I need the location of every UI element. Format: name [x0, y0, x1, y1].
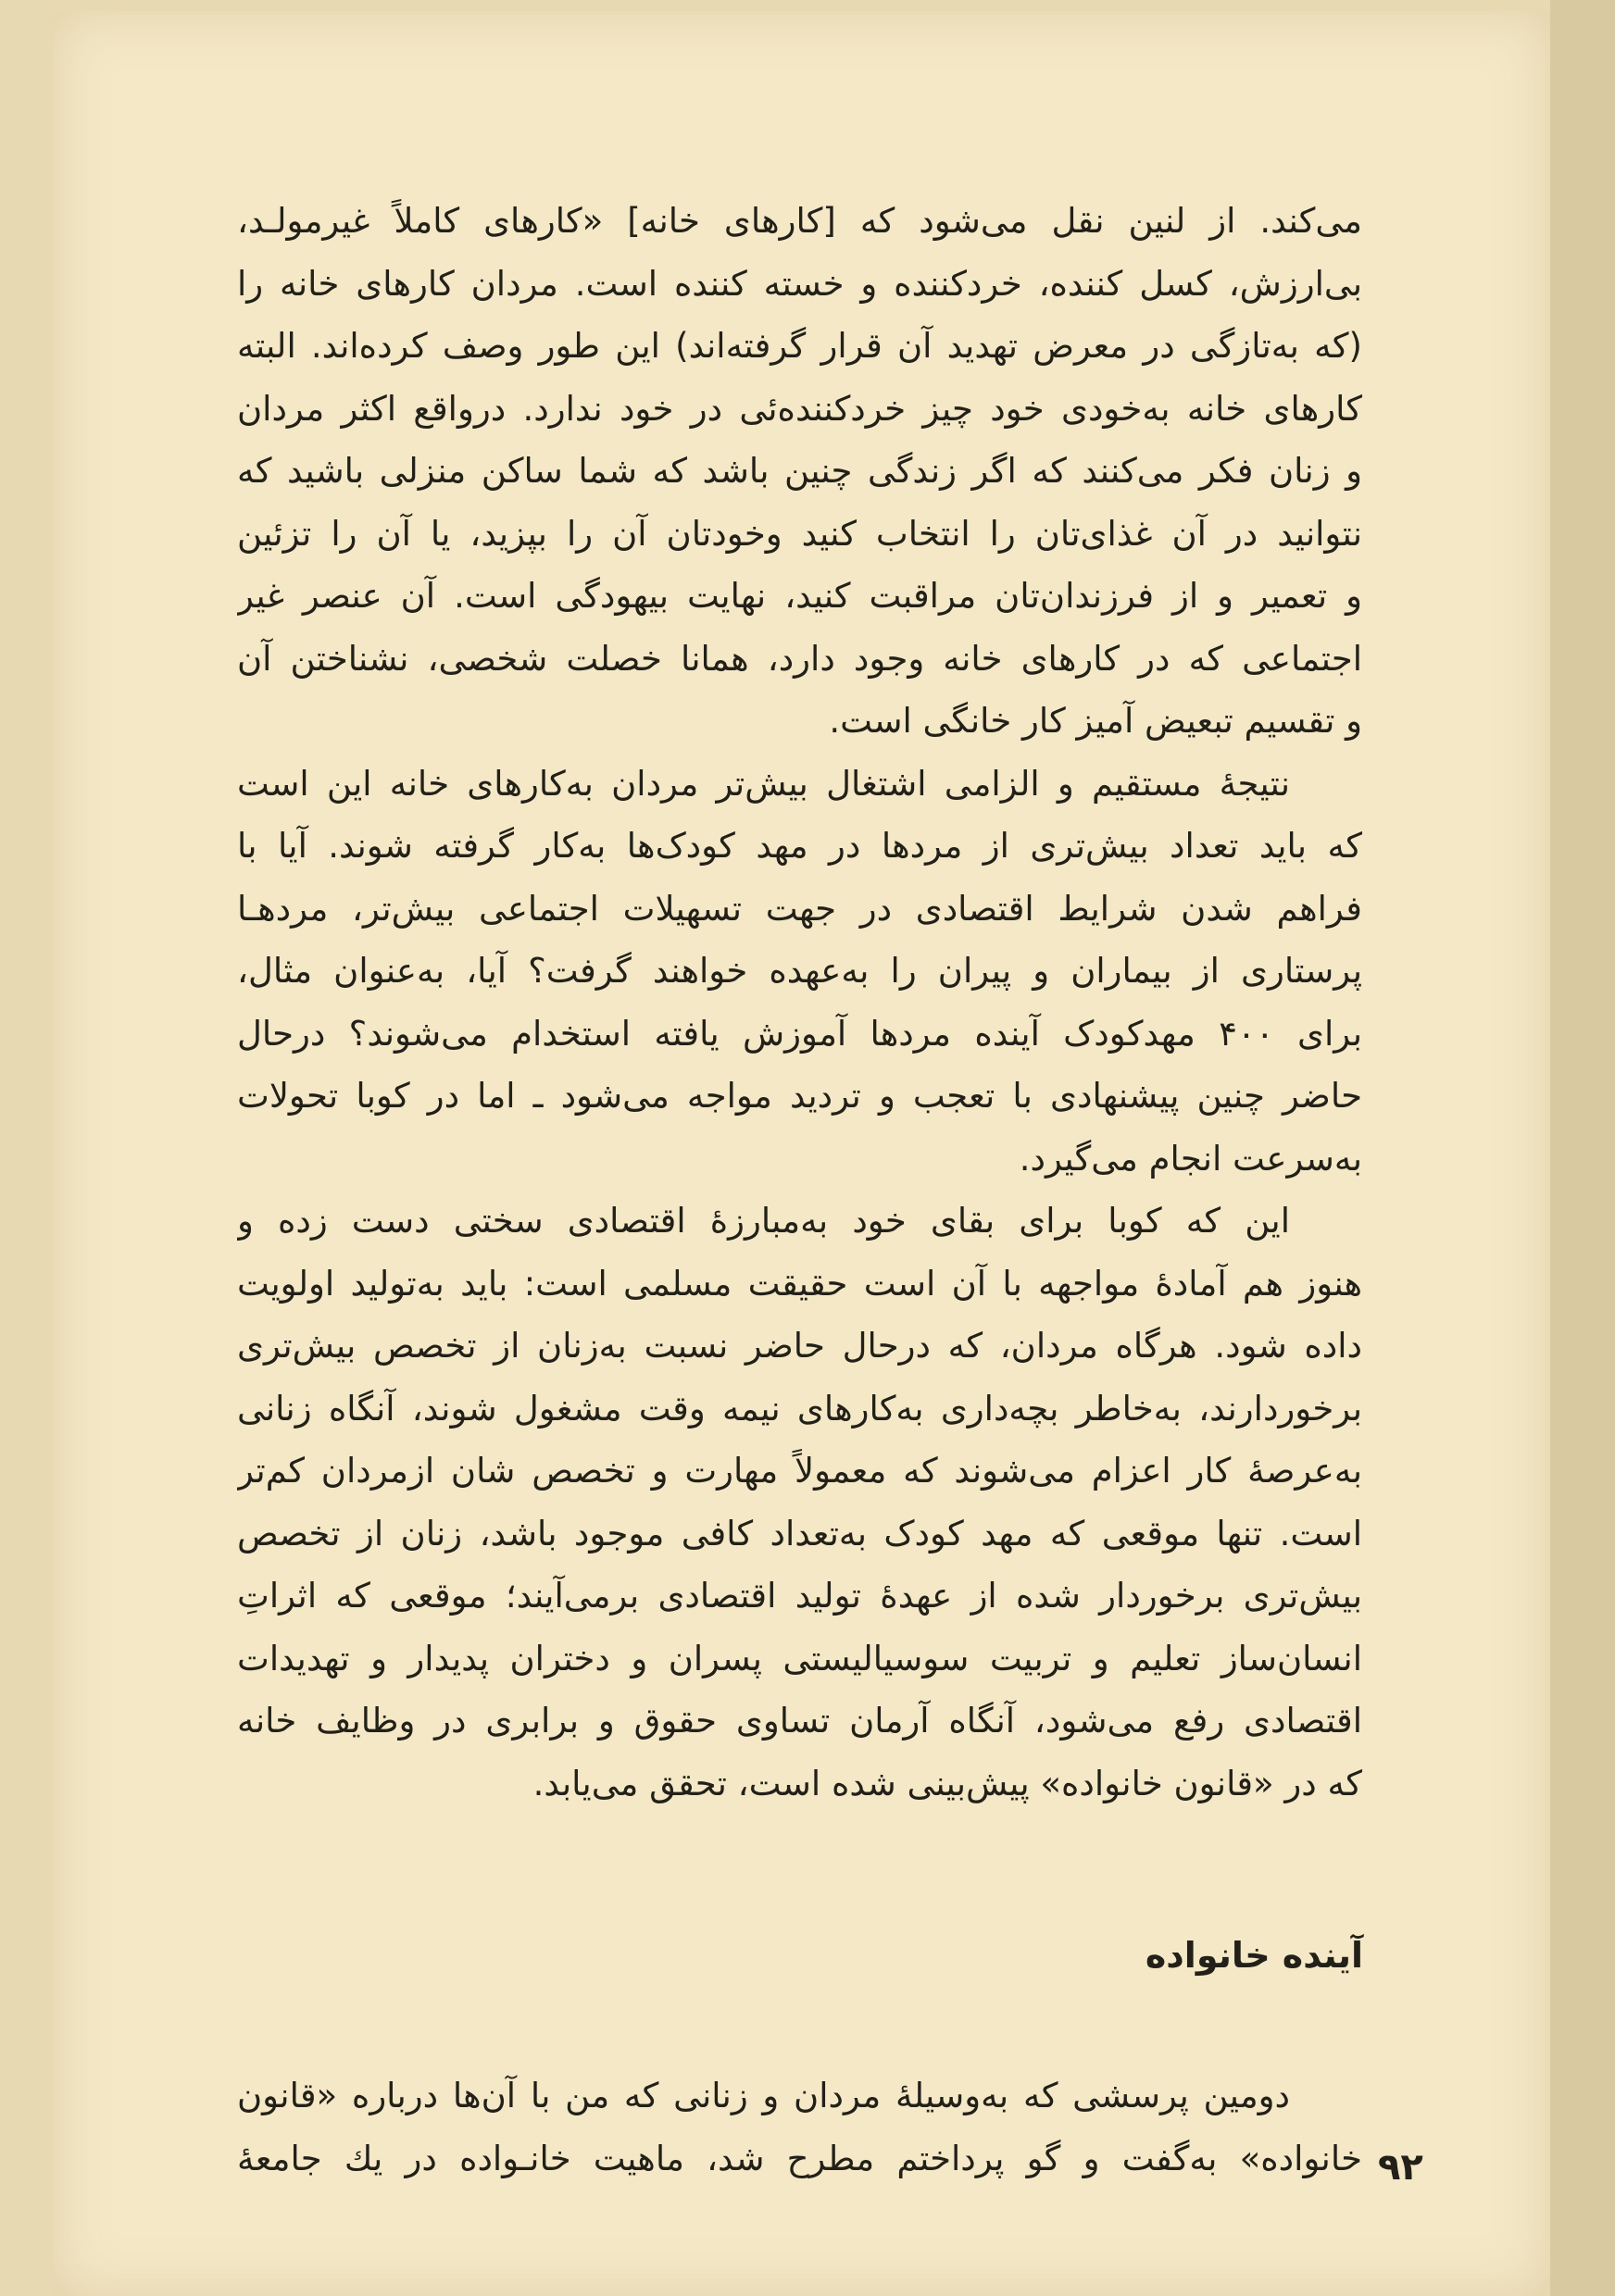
body-line: بیش‌تری برخوردار شده از عهدهٔ تولید اقتصادی برمی‌آیند؛ موقعی که اثراتِ [237, 1576, 1362, 1616]
body-line: حاضر چنین پیشنهادی با تعجب و تردید مواجه می‌شود ـ اما در کوبا تحولات [237, 1076, 1362, 1116]
body-line: بی‌ارزش، کسل کننده، خردکننده و خسته کننده است. مردان کارهای خانه را [237, 263, 1362, 304]
body-line: (که به‌تازگی در معرض تهدید آن قرار گرفته‌اند) این طور وصف کرده‌اند. البته [237, 326, 1362, 366]
body-line: کارهای خانه به‌خودی خود چیز خردکننده‌ئی در خود ندارد. درواقع اکثر مردان [237, 388, 1362, 429]
paragraph-start-line: دومین پرسشی که به‌وسیلهٔ مردان و زنانی که من با آن‌ها درباره «قانون [237, 2076, 1290, 2115]
body-line: اقتصادی رفع می‌شود، آنگاه آرمان تساوی حقوق و برابری در وظایف خانه [237, 1701, 1362, 1741]
body-line: پرستاری از بیماران و پیران را به‌عهده خواهند گرفت؟ آیا، به‌عنوان مثال، [237, 951, 1362, 991]
body-line: انسان‌ساز تعلیم و تربیت سوسیالیستی پسران و دختران پدیدار و تهدیدات [237, 1638, 1362, 1678]
body-line: و زنان فکر می‌کنند که اگر زندگی چنین باشد که شما ساکن منزلی باشید که [237, 451, 1362, 491]
body-line: برای ۴۰۰ مهدکودک آینده مردها آموزش یافته استخدام می‌شوند؟ درحال [237, 1013, 1362, 1054]
body-line: می‌کند. از لنین نقل می‌شود که [کارهای خانه] «کارهای کاملاً غیرمولـد، [237, 201, 1362, 241]
body-line: برخوردارند، به‌خاطر بچه‌داری به‌کارهای نیمه وقت مشغول شوند، آنگاه زنانی [237, 1388, 1362, 1429]
body-line: فراهم شدن شرایط اقتصادی در جهت تسهیلات اجتماعی بیش‌تر، مردهـا [237, 888, 1362, 929]
body-line: نتوانید در آن غذای‌تان را انتخاب کنید وخودتان آن را بپزید، یا آن را تزئین [237, 513, 1362, 554]
scanner-background [1550, 0, 1615, 2296]
body-line: است. تنها موقعی که مهد کودک به‌تعداد کافی موجود باشد، زنان از تخصص [237, 1513, 1362, 1554]
bottom-text [237, 2065, 1362, 2190]
body-line: و تقسیم تبعیض آمیز کار خانگی است. [829, 701, 1362, 741]
paragraph-start-line: نتیجهٔ مستقیم و الزامی اشتغال بیش‌تر مردان به‌کارهای خانه این است [237, 763, 1290, 804]
page-number: ۹۲ [1378, 2146, 1423, 2189]
body-line: اجتماعی که در کارهای خانه وجود دارد، همانا خصلت شخصی، نشناختن آن [237, 638, 1362, 679]
body-line: هنوز هم آمادهٔ مواجهه با آن است حقیقت مسلمی است: باید به‌تولید اولویت [237, 1263, 1362, 1304]
body-line: که در «قانون خانواده» پیش‌بینی شده است، تحقق می‌یابد. [532, 1763, 1362, 1803]
body-line: که باید تعداد بیش‌تری از مردها در مهد کودک‌ها به‌کار گرفته شوند. آیا با [237, 826, 1362, 866]
section-heading: آینده خانواده [1145, 1935, 1363, 1976]
body-line: خانواده» به‌گفت و گو پرداختم مطرح شد، ماهیت خانـواده در یك جامعهٔ [237, 2138, 1362, 2178]
body-line: داده شود. هرگاه مردان، که درحال حاضر نسبت به‌زنان از تخصص بیش‌تری [237, 1326, 1362, 1366]
body-line: به‌سرعت انجام می‌گیرد. [1019, 1138, 1362, 1179]
body-text [237, 190, 1362, 1815]
body-line: به‌عرصهٔ کار اعزام می‌شوند که معمولاً مهارت و تخصص شان ازمردان کم‌تر [237, 1451, 1362, 1491]
body-line: و تعمیر و از فرزندان‌تان مراقبت کنید، نهایت بیهودگی است. آن عنصر غیر [237, 576, 1362, 616]
paragraph-start-line: این که کوبا برای بقای خود به‌مبارزهٔ اقتصادی سختی دست زده و [237, 1201, 1290, 1241]
